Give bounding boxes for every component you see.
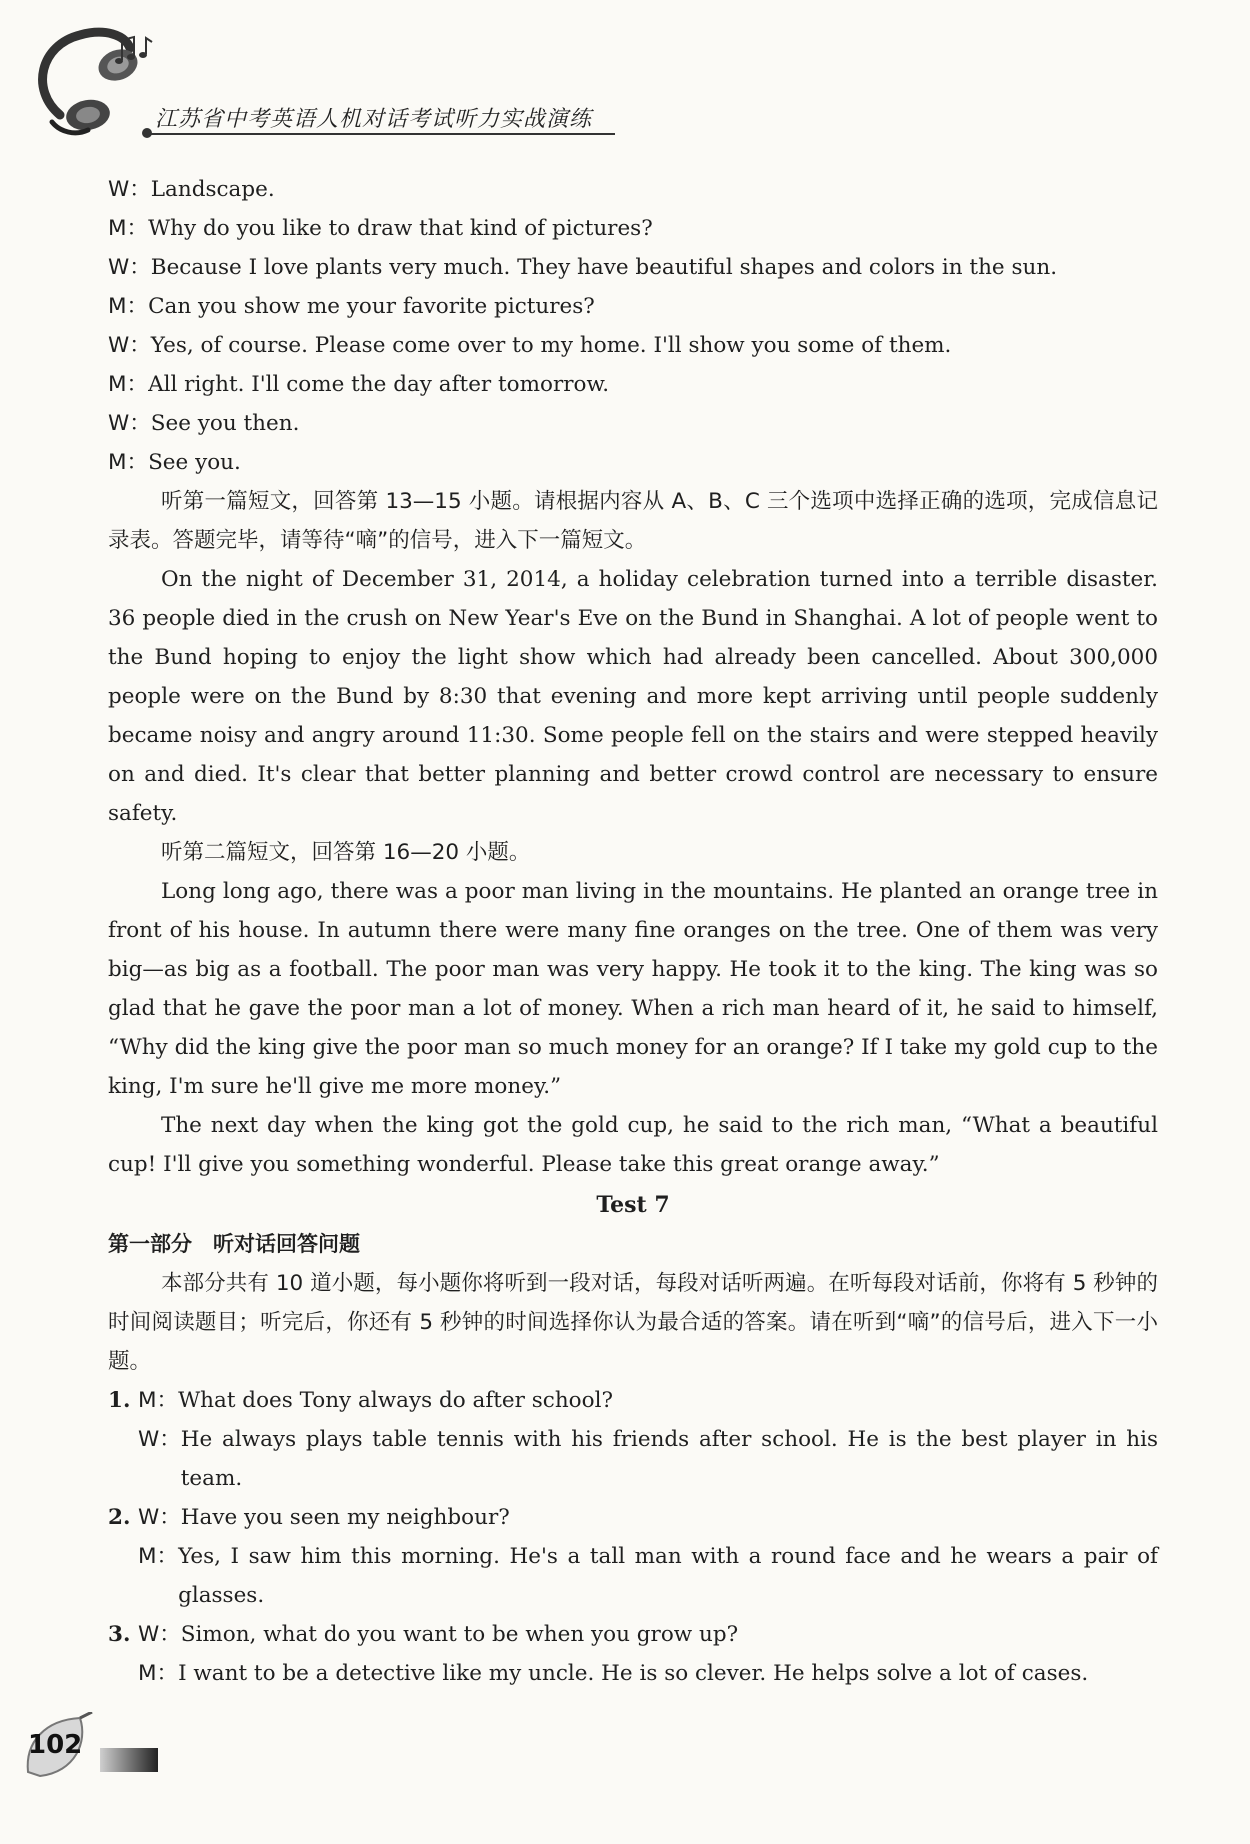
header-rule	[150, 133, 615, 135]
dialogue-line	[108, 404, 1158, 443]
speaker-label: W：	[108, 255, 151, 280]
dialogue-text: Yes, of course. Please come over to my home. I'll show you some of them.	[150, 333, 952, 358]
speaker-label: M：	[108, 216, 149, 241]
question-1	[108, 1381, 1158, 1498]
passage2-text-1: Long long ago, there was a poor man living in the mountains. He planted an orange tree in front of his house. In autumn there were many fine oranges on the tree. One of them was very big—as big as a football. The poor man was very happy. He took it to the king. The king was so glad that he gave the poor man a lot of money. When a rich man heard of it, he said to himself, “Why did the king give the poor man so much money for an orange? If I take my gold cup to the king, I'm sure he'll give me more money.”	[108, 879, 1158, 1099]
dialogue-line	[108, 365, 1158, 404]
speaker-label: M：	[108, 372, 149, 397]
question-line	[108, 1537, 1158, 1615]
question-line	[108, 1498, 1158, 1537]
test-title: Test 7	[596, 1192, 670, 1218]
speaker-label: M：	[138, 1388, 179, 1413]
speaker-label: M：	[108, 450, 149, 475]
question-2	[108, 1498, 1158, 1615]
dialogue-line	[108, 443, 1158, 482]
dialogue-top	[108, 170, 1158, 482]
speaker-label: W：	[138, 1427, 181, 1452]
passage2-instruction: 听第二篇短文，回答第 16—20 小题。	[161, 840, 531, 865]
question-line	[108, 1615, 1158, 1654]
dialogue-line	[108, 326, 1158, 365]
question-number: 3.	[108, 1622, 131, 1647]
dialogue-text: Landscape.	[150, 177, 275, 202]
dialogue-text: What does Tony always do after school?	[178, 1388, 613, 1413]
speaker-label: W：	[108, 411, 151, 436]
question-number: 1.	[108, 1388, 131, 1413]
dialogue-text: Simon, what do you want to be when you grow up?	[180, 1622, 739, 1647]
speaker-label: M：	[138, 1544, 179, 1569]
question-line	[108, 1420, 1158, 1498]
section-instruction: 本部分共有 10 道小题，每小题你将听到一段对话，每段对话听两遍。在听每段对话前，你将有 5 秒钟的时间阅读题目；听完后，你还有 5 秒钟的时间选择你认为最合适的答案。请在听到“嘀”的信号后，进入下一小题。	[108, 1271, 1158, 1374]
speaker-label: M：	[108, 294, 149, 319]
dialogue-line	[108, 287, 1158, 326]
dialogue-text: Can you show me your favorite pictures?	[148, 294, 595, 319]
dialogue-text: Why do you like to draw that kind of pictures?	[148, 216, 653, 241]
dialogue-text: He always plays table tennis with his friends after school. He is the best player in his team.	[180, 1427, 1158, 1491]
dialogue-text: See you.	[148, 450, 241, 475]
passage2-text-2: The next day when the king got the gold cup, he said to the rich man, “What a beautiful cup! I'll give you something wonderful. Please take this great orange away.”	[108, 1113, 1158, 1177]
passage1-instruction: 听第一篇短文，回答第 13—15 小题。请根据内容从 A、B、C 三个选项中选择正确的选项，完成信息记录表。答题完毕，请等待“嘀”的信号，进入下一篇短文。	[108, 489, 1158, 553]
dialogue-text: Because I love plants very much. They have beautiful shapes and colors in the sun.	[150, 255, 1058, 280]
dialogue-line	[108, 209, 1158, 248]
speaker-label: W：	[108, 177, 151, 202]
section-title: 第一部分 听对话回答问题	[108, 1232, 360, 1256]
question-3	[108, 1615, 1158, 1693]
question-line	[108, 1654, 1158, 1693]
dialogue-text: See you then.	[150, 411, 300, 436]
passage1-text: On the night of December 31, 2014, a holiday celebration turned into a terrible disaster. 36 people died in the crush on New Year's Eve on the Bund in Shanghai. A lot of people went to the Bund hoping to enjoy the light show which had already been cancelled. About 300,000 people were on the Bund by 8:30 that evening and more kept arriving until people suddenly became noisy and angry around 11:30. Some people fell on the stairs and were stepped heavily on and died. It's clear that better planning and better crowd control are necessary to ensure safety.	[108, 567, 1158, 826]
question-line	[108, 1381, 1158, 1420]
music-note-icon	[112, 32, 162, 72]
speaker-label: W：	[138, 1622, 181, 1647]
question-number: 2.	[108, 1505, 131, 1530]
header-title: 江苏省中考英语人机对话考试听力实战演练	[155, 107, 593, 132]
speaker-label: W：	[108, 333, 151, 358]
page-header	[30, 20, 610, 150]
speaker-label: W：	[138, 1505, 181, 1530]
dialogue-text: All right. I'll come the day after tomorrow.	[148, 372, 610, 397]
dialogue-text: Yes, I saw him this morning. He's a tall man with a round face and he wears a pair of glasses.	[178, 1544, 1158, 1608]
page-content	[108, 170, 1158, 1693]
dialogue-text: Have you seen my neighbour?	[180, 1505, 510, 1530]
dialogue-line	[108, 248, 1158, 287]
dialogue-text: I want to be a detective like my uncle. He is so clever. He helps solve a lot of cases.	[178, 1661, 1089, 1686]
footer-bar	[100, 1748, 158, 1772]
speaker-label: M：	[138, 1661, 179, 1686]
dialogue-line	[108, 170, 1158, 209]
page-number: 102	[28, 1730, 83, 1760]
